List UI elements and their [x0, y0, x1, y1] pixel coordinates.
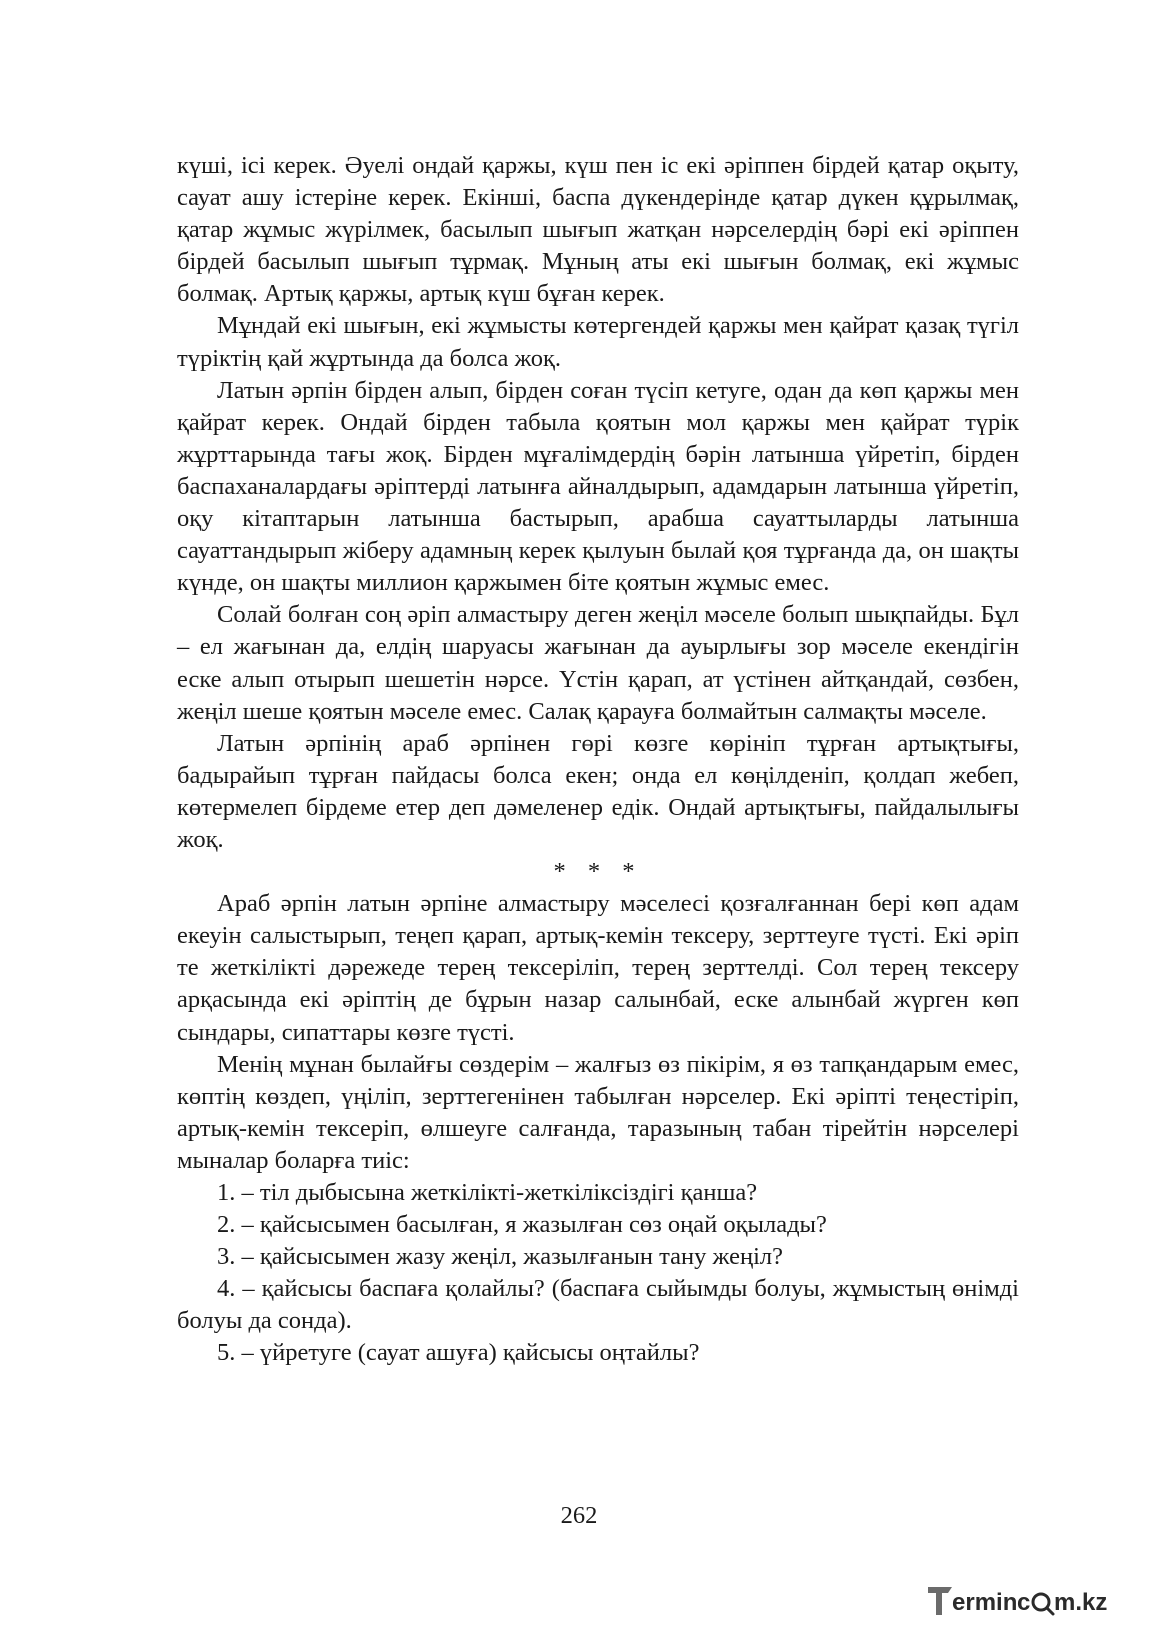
- paragraph: Мұндай екі шығын, екі жұмысты көтергендей қаржы мен қайрат қазақ түгіл түріктің қай жұртында да болса жоқ.: [177, 312, 1019, 372]
- magnifier-icon: [1033, 1594, 1053, 1614]
- svg-text:m.kz: m.kz: [1054, 1589, 1108, 1616]
- list-item: 1. – тіл дыбысына жеткілікті-жеткіліксіздігі қанша?: [217, 1179, 758, 1206]
- svg-text:ermin: ermin: [952, 1589, 1018, 1616]
- list-item: 2. – қайсысымен басылған, я жазылған сөз оңай оқылады?: [217, 1211, 827, 1239]
- list-item: 5. – үйретуге (сауат ашуға) қайсысы оңтайлы?: [217, 1339, 700, 1367]
- paragraph: күші, ісі керек. Әуелі ондай қаржы, күш пен іс екі әріппен бірдей қатар оқыту, сауат ашу істеріне керек. Екінші, баспа дүкендерінде қатар дүкен құрылмақ, қатар жұмыс жүрілмек, басылып шығып жатқан нәрселердің бәрі екі әріппен бірдей басылып шығып тұрмақ. Мұның аты екі шығын болмақ, екі жұмыс болмақ. Артық қаржы, артық күш бұған керек.: [177, 152, 1019, 308]
- page-body: [177, 150, 1019, 1370]
- svg-text:c: c: [1017, 1589, 1031, 1616]
- paragraph: Латын әрпінің араб әрпінен гөрі көзге көрініп тұрған артықтығы, бадырайып тұрған пайдасы болса екен; онда ел көңілденіп, қолдап жебеп, көтермелеп бірдеме етер деп дәмеленер едік. Ондай артықтығы, пайдалылығы жоқ.: [177, 729, 1019, 853]
- paragraph: Менің мұнан былайғы сөздерім – жалғыз өз пікірім, я өз тапқандарым емес, көптің көздеп, үңіліп, зерттегенінен табылған нәрселер. Екі әріпті теңестіріп, артық-кемін тексеріп, өлшеуге салғанда, таразының табан тірейтін нәрселері мыналар боларға тиіс:: [177, 1050, 1019, 1174]
- paragraph: Араб әрпін латын әрпіне алмастыру мәселесі қозғалғаннан бері көп адам екеуін салыстырып, теңеп қарап, артық-кемін тексеру, зерттеуге түсті. Екі әріп те жеткілікті дәрежеде терең тексеріліп, терең зерттелді. Сол терең тексеру арқасында екі әріптің де бұрын назар салынбай, еске алынбай жүрген көп сындары, сипаттары көзге түсті.: [177, 890, 1019, 1046]
- section-separator: * * *: [553, 858, 643, 886]
- logo-t-mark: [928, 1587, 952, 1615]
- paragraph: Солай болған соң әріп алмастыру деген жеңіл мәселе болып шықпайды. Бұл – ел жағынан да, елдің шаруасы жағынан да ауырлығы зор мәселе екендігін еске алып отырып шешетін нәрсе. Үстін қарап, ат үстінен айтқандай, сөзбен, жеңіл шеше қоятын мәселе емес. Салақ қарауға болмайтын салмақты мәселе.: [177, 601, 1019, 725]
- watermark-logo: [926, 1581, 1136, 1621]
- list-item: 4. – қайсысы баспаға қолайлы? (баспаға сыйымды болуы, жұмыстың өнімді болуы да сонда).: [177, 1275, 1019, 1335]
- page-number: 262: [560, 1502, 598, 1529]
- list-item: 3. – қайсысымен жазу жеңіл, жазылғанын тану жеңіл?: [217, 1243, 784, 1271]
- paragraph: Латын әрпін бірден алып, бірден соған түсіп кетуге, одан да көп қаржы мен қайрат керек. Ондай бірден табыла қоятын мол қаржы мен қайрат түрік жұрттарында тағы жоқ. Бірден мұғалімдердің бәрін латынша үйретіп, бірден баспаханалардағы әріптерді латынға айналдырып, адамдарын латынша үйретіп, оқу кітаптарын латынша бастырып, арабша сауаттыларды латынша сауаттандырып жіберу адамның керек қылуын былай қоя тұрғанда да, он шақты күнде, он шақты миллион қаржымен біте қоятын жұмыс емес.: [177, 376, 1019, 597]
